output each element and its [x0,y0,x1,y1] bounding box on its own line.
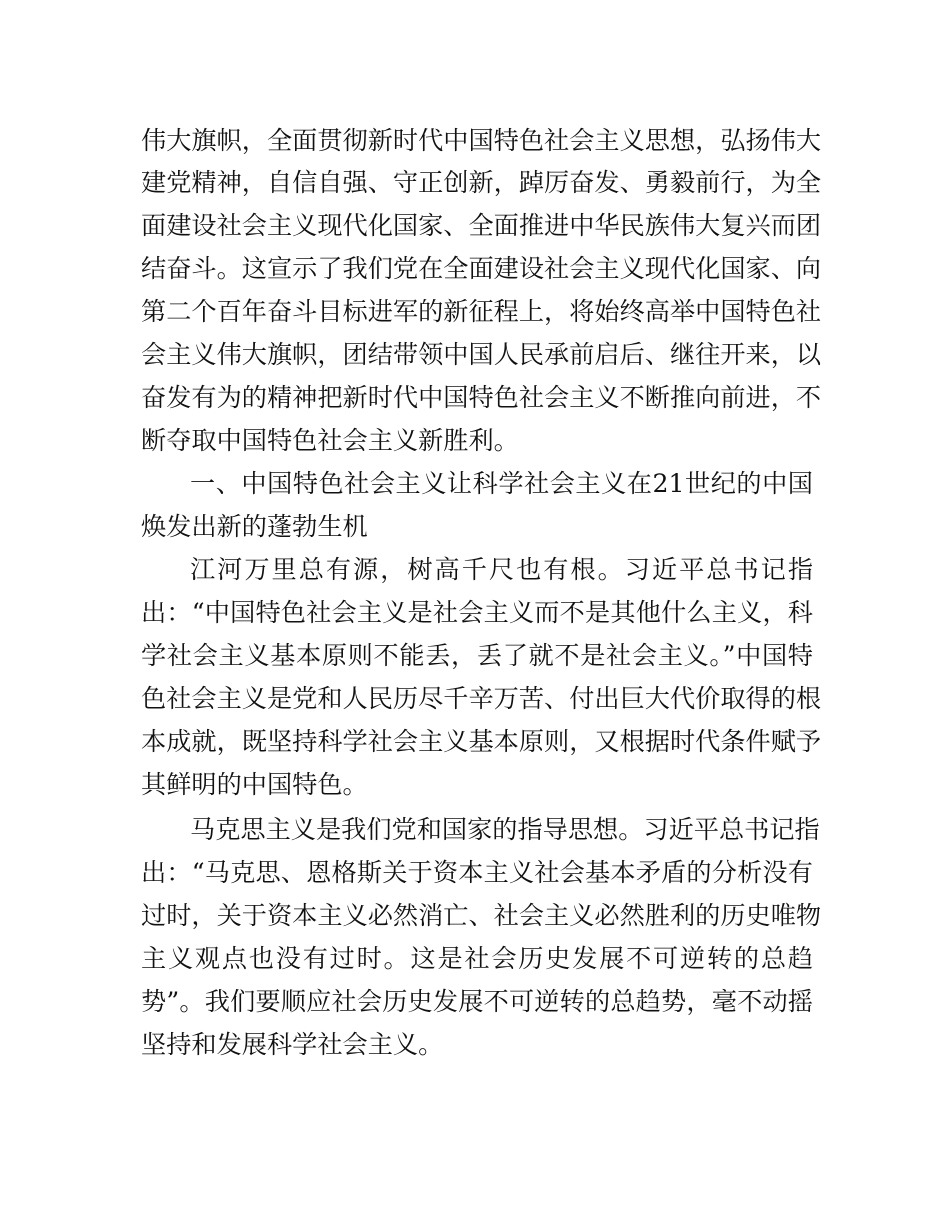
text-line: 其鲜明的中国特色。 [141,770,368,799]
section-heading-line: 焕发出新的蓬勃生机 [141,512,368,541]
text-line: 伟大旗帜，全面贯彻新时代中国特色社会主义思想，弘扬伟大 [141,126,822,155]
text-line: 马克思主义是我们党和国家的指导思想。习近平总书记指 [190,815,820,844]
text-line: 学社会主义基本原则不能丢，丢了就不是社会主义。”中国特 [141,641,813,670]
text-line: 第二个百年奋斗目标进军的新征程上，将始终高举中国特色社 [141,297,822,326]
text-line: 断夺取中国特色社会主义新胜利。 [141,426,519,455]
text-line: 建党精神，自信自强、守正创新，踔厉奋发、勇毅前行，为全 [141,168,822,197]
text-line: 本成就，既坚持科学社会主义基本原则，又根据时代条件赋予 [141,727,822,756]
text-line: 出：“马克思、恩格斯关于资本主义社会基本矛盾的分析没有 [141,858,813,887]
text-line: 江河万里总有源，树高千尺也有根。习近平总书记指 [190,555,813,584]
text-line: 出：“中国特色社会主义是社会主义而不是其他什么主义，科 [141,598,813,627]
text-line: 坚持和发展科学社会主义。 [141,1030,444,1059]
text-line: 主义观点也没有过时。这是社会历史发展不可逆转的总趋 [141,944,813,973]
section-heading-line: 一、中国特色社会主义让科学社会主义在21世纪的中国 [190,469,813,498]
text-line: 势”。我们要顺应社会历史发展不可逆转的总趋势，毫不动摇 [141,987,813,1016]
text-line: 过时，关于资本主义必然消亡、社会主义必然胜利的历史唯物 [141,901,822,930]
text-line: 结奋斗。这宣示了我们党在全面建设社会主义现代化国家、向 [141,254,822,283]
text-line: 奋发有为的精神把新时代中国特色社会主义不断推向前进，不 [141,383,822,412]
text-line: 会主义伟大旗帜，团结带领中国人民承前启后、继往开来，以 [141,340,822,369]
text-line: 色社会主义是党和人民历尽千辛万苦、付出巨大代价取得的根 [141,684,822,713]
text-line: 面建设社会主义现代化国家、全面推进中华民族伟大复兴而团 [141,211,822,240]
